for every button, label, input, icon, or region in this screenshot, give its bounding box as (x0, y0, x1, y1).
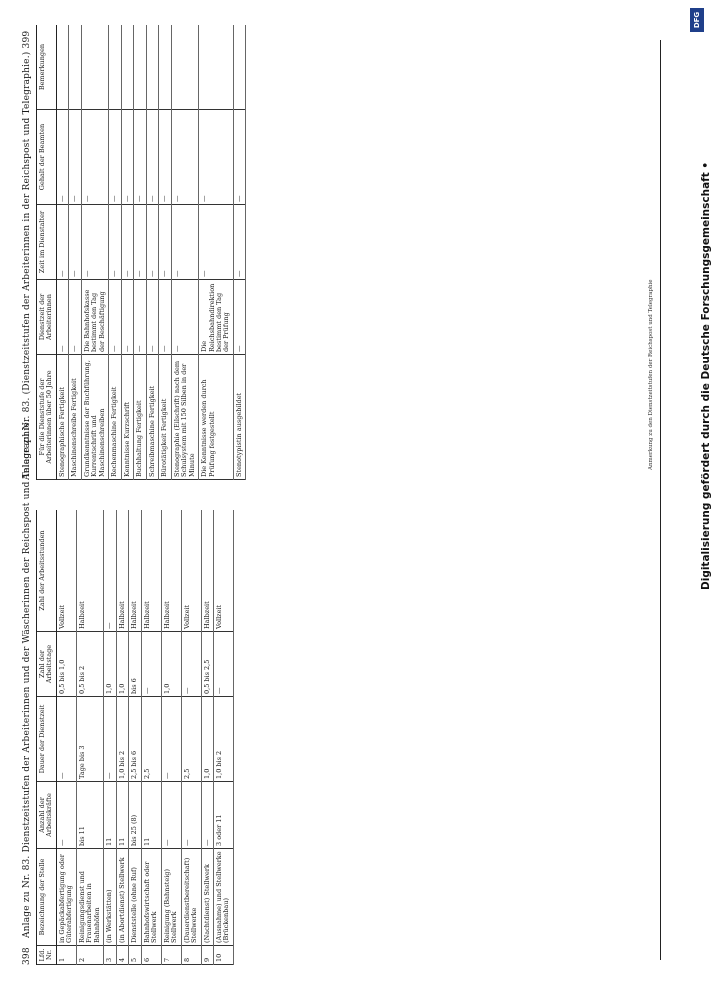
service-cell: — (121, 280, 133, 355)
header-qualification: Für die Dienststufe der Arbeiterinnen über 50 Jahre (37, 355, 57, 480)
table-row (116, 510, 128, 965)
count-cell: bis 25 (8) (129, 782, 141, 849)
row-label: (Dauerdienstbereitschaft) Stellwerke (181, 849, 201, 946)
header-nr: Lfd. Nr. (37, 946, 57, 965)
remarks-cell (81, 25, 108, 110)
salary-cell: — (146, 110, 158, 205)
row-label: (in Werkstätten) (104, 849, 116, 946)
row-number: 1 (56, 946, 76, 965)
row-number: 9 (201, 946, 213, 965)
remarks-cell (146, 25, 158, 110)
table-row (141, 510, 161, 965)
duration-cell: Tage bis 3 (76, 697, 103, 782)
salary-cell: — (159, 110, 171, 205)
qualification-cell: Die Kenntnisse werden durch Prüfung festgestellt (199, 355, 234, 480)
left-page-heading: 398 Anlage zu Nr. 83. Dienstzeitstufen der Arbeiterinnen und der Wäscherinnen der Reichspost und Telegraphie. (22, 419, 32, 965)
service-cell: Die Reichsbahndirektion bestimmt den Tag der Prüfung (199, 280, 234, 355)
days-cell: 0,5 bis 2,5 (201, 632, 213, 697)
seniority-cell: — (146, 205, 158, 280)
qualification-cell: Stenotypistin ausgebildet (233, 355, 245, 480)
header-hours: Zahl der Arbeitsstunden (37, 510, 57, 632)
row-label: Reinigung (Bahnsteig) Stellwerk (161, 849, 181, 946)
table-row (76, 510, 103, 965)
service-cell: — (109, 280, 121, 355)
seniority-cell: — (171, 205, 198, 280)
row-label: (Ausnahme) und Stellwerke (Brückenbau) (213, 849, 233, 946)
dfg-logo: DFG (690, 8, 704, 32)
table-row (109, 25, 121, 480)
hours-cell: Halbzeit (161, 510, 181, 632)
days-cell: — (141, 632, 161, 697)
duration-cell: 1,0 bis 2 (213, 697, 233, 782)
seniority-cell: — (109, 205, 121, 280)
table-row (201, 510, 213, 965)
salary-cell: — (134, 110, 146, 205)
seniority-cell: — (69, 205, 81, 280)
hours-cell: — (104, 510, 116, 632)
service-cell: — (134, 280, 146, 355)
seniority-cell: — (56, 205, 68, 280)
days-cell: 0,5 bis 2 (76, 632, 103, 697)
remarks-cell (199, 25, 234, 110)
service-cell: Die Bahnhofskasse bestimmt den Tag der Beschäftigung (81, 280, 108, 355)
days-cell: bis 6 (129, 632, 141, 697)
digitization-banner: Digitalisierung gefördert durch die Deutsche Forschungsgemeinschaft • (700, 161, 712, 590)
duration-cell: — (161, 697, 181, 782)
row-label: (Nachtdienst) Stellwerk (201, 849, 213, 946)
right-page (22, 25, 462, 480)
table-row (121, 25, 133, 480)
table-row (104, 510, 116, 965)
hours-cell: Halbzeit (76, 510, 103, 632)
service-cell: — (171, 280, 198, 355)
header-service: Dienstzeit der Arbeiterinnen (37, 280, 57, 355)
table-row (161, 510, 181, 965)
count-cell: — (56, 782, 76, 849)
right-edge-rule (660, 40, 661, 960)
row-number: 4 (116, 946, 128, 965)
remarks-cell (121, 25, 133, 110)
left-table (36, 510, 234, 965)
seniority-cell: — (233, 205, 245, 280)
service-cell: — (146, 280, 158, 355)
table-row (129, 510, 141, 965)
duration-cell: 1,0 bis 2 (116, 697, 128, 782)
seniority-cell: — (81, 205, 108, 280)
right-table (36, 25, 246, 480)
table-row (213, 510, 233, 965)
duration-cell: — (104, 697, 116, 782)
duration-cell: 2,5 (141, 697, 161, 782)
qualification-cell: Kenntnisse Kurzschrift (121, 355, 133, 480)
remarks-cell (134, 25, 146, 110)
row-number: 10 (213, 946, 233, 965)
row-label: in Gepäckabfertigung oder Güterabfertigung (56, 849, 76, 946)
seniority-cell: — (134, 205, 146, 280)
duration-cell: 2,5 bis 6 (129, 697, 141, 782)
seniority-cell: — (199, 205, 234, 280)
row-label: Bahnhofswirtschaft oder Stellwerk (141, 849, 161, 946)
table-row (81, 25, 108, 480)
hours-cell: Halbzeit (141, 510, 161, 632)
header-salary: Gehalt der Beamten (37, 110, 57, 205)
seniority-cell: — (121, 205, 133, 280)
table-row (233, 25, 245, 480)
qualification-cell: Rechenmaschine Fertigkeit (109, 355, 121, 480)
qualification-cell: Grundkenntnisse der Buchführung, Kurrentschrift und Maschinenschreiben (81, 355, 108, 480)
qualification-cell: Buchhaltung Fertigkeit (134, 355, 146, 480)
header-seniority: Zeit im Dienstalter (37, 205, 57, 280)
salary-cell: — (56, 110, 68, 205)
count-cell: 3 oder 11 (213, 782, 233, 849)
days-cell: 1,0 (104, 632, 116, 697)
remarks-cell (69, 25, 81, 110)
hours-cell: Vollzeit (56, 510, 76, 632)
qualification-cell: Stenographische Fertigkeit (56, 355, 68, 480)
count-cell: 11 (104, 782, 116, 849)
salary-cell: — (171, 110, 198, 205)
salary-cell: — (233, 110, 245, 205)
qualification-cell: Bürotätigkeit Fertigkeit (159, 355, 171, 480)
table-row (134, 25, 146, 480)
table-row (199, 25, 234, 480)
remarks-cell (171, 25, 198, 110)
salary-cell: — (81, 110, 108, 205)
days-cell: — (181, 632, 201, 697)
hours-cell: Halbzeit (129, 510, 141, 632)
header-remarks: Bemerkungen (37, 25, 57, 110)
count-cell: — (161, 782, 181, 849)
count-cell: 11 (141, 782, 161, 849)
days-cell: — (213, 632, 233, 697)
days-cell: 1,0 (161, 632, 181, 697)
table-row (56, 25, 68, 480)
seniority-cell: — (159, 205, 171, 280)
row-label: (in Abortdienst) Stellwerk (116, 849, 128, 946)
table-row (171, 25, 198, 480)
row-number: 2 (76, 946, 103, 965)
remarks-cell (56, 25, 68, 110)
salary-cell: — (109, 110, 121, 205)
service-cell: — (69, 280, 81, 355)
days-cell: 1,0 (116, 632, 128, 697)
salary-cell: — (69, 110, 81, 205)
table-row (146, 25, 158, 480)
row-number: 3 (104, 946, 116, 965)
service-cell: — (233, 280, 245, 355)
header-label: Bezeichnung der Stelle (37, 849, 57, 946)
hours-cell: Halbzeit (116, 510, 128, 632)
service-cell: — (159, 280, 171, 355)
header-days: Zahl der Arbeitstage (37, 632, 57, 697)
table-row (159, 25, 171, 480)
remarks-cell (109, 25, 121, 110)
count-cell: — (201, 782, 213, 849)
count-cell: 11 (116, 782, 128, 849)
table-row (69, 25, 81, 480)
count-cell: bis 11 (76, 782, 103, 849)
row-number: 5 (129, 946, 141, 965)
salary-cell: — (121, 110, 133, 205)
qualification-cell: Stenographie (Eilschrift) nach dem Schulsystem mit 150 Silben in der Minute (171, 355, 198, 480)
remarks-cell (233, 25, 245, 110)
row-number: 8 (181, 946, 201, 965)
days-cell: 0,5 bis 1,0 (56, 632, 76, 697)
qualification-cell: Schreibmaschine Fertigkeit (146, 355, 158, 480)
row-number: 6 (141, 946, 161, 965)
salary-cell: — (199, 110, 234, 205)
hours-cell: Vollzeit (213, 510, 233, 632)
row-label: Dienststelle (ohne Ruf) (129, 849, 141, 946)
hours-cell: Halbzeit (201, 510, 213, 632)
right-page-heading: Anlage zu Nr. 83. (Dienstzeitstufen der Arbeiterinnen in der Reichspost und Telegraphie.) 399 (22, 30, 32, 480)
left-page-number: 398 (22, 947, 32, 965)
row-label: Reinigungsdienst und Frauenarbeiten in Bahnhöfen (76, 849, 103, 946)
hours-cell: Vollzeit (181, 510, 201, 632)
row-number: 7 (161, 946, 181, 965)
duration-cell: — (56, 697, 76, 782)
footnote: Anmerkung zu den Dienstzeitstufen der Reichspost und Telegraphie (648, 279, 654, 470)
duration-cell: 1,0 (201, 697, 213, 782)
table-row (56, 510, 76, 965)
duration-cell: 2,5 (181, 697, 201, 782)
table-row (181, 510, 201, 965)
service-cell: — (56, 280, 68, 355)
remarks-cell (159, 25, 171, 110)
count-cell: — (181, 782, 201, 849)
header-count: Anzahl der Arbeitskräfte (37, 782, 57, 849)
qualification-cell: Maschinenschreibe Fertigkeit (69, 355, 81, 480)
header-duration: Dauer der Dienstzeit (37, 697, 57, 782)
